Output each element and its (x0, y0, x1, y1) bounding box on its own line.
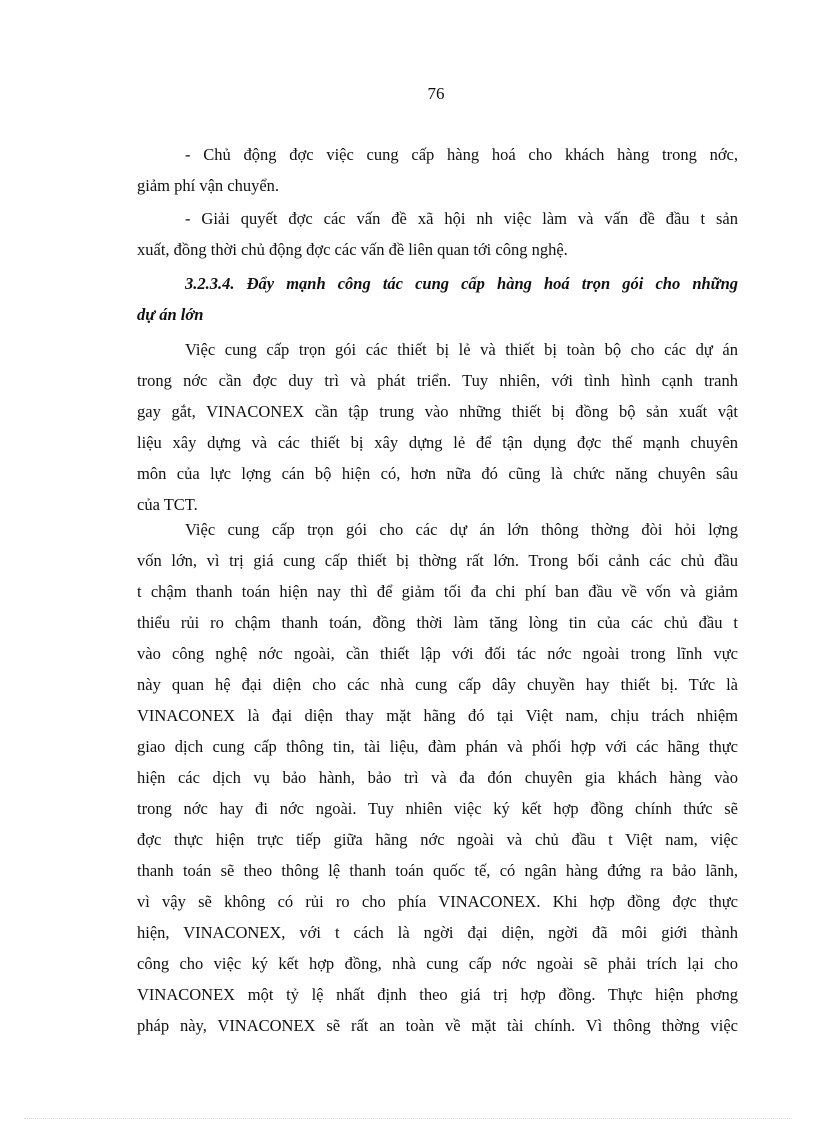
text-line: của TCT. (137, 495, 198, 514)
text-line: vì vậy sẽ không có rủi ro cho phía VINACONEX. Khi hợp đồng đợc thực (137, 892, 738, 911)
section-heading (137, 268, 738, 330)
text-line: môn của lực lợng cán bộ hiện có, hơn nữa đó cũng là chức năng chuyên sâu (137, 464, 738, 483)
paragraph-local-supply (137, 139, 738, 201)
paragraph-large-projects (137, 514, 738, 1041)
text-line: trong nớc cần đợc duy trì và phát triển. Tuy nhiên, với tình hình cạnh tranh (137, 371, 738, 390)
text-line: - Chủ động đợc việc cung cấp hàng hoá cho khách hàng trong nớc, (185, 145, 738, 164)
text-line: giao dịch cung cấp thông tin, tài liệu, đàm phán và phối hợp với các hãng thực (137, 737, 738, 756)
text-line: hiện, VINACONEX, với t cách là ngời đại diện, ngời đã môi giới thành (137, 923, 738, 942)
text-line: này quan hệ đại diện cho các nhà cung cấp dây chuyền hay thiết bị. Tức là (137, 675, 738, 694)
text-line: - Giải quyết đợc các vấn đề xã hội nh việc làm và vấn đề đầu t sản (185, 209, 738, 228)
text-line: đợc thực hiện trực tiếp giữa hãng nớc ngoài và chủ đầu t Việt nam, việc (137, 830, 738, 849)
text-line: Việc cung cấp trọn gói các thiết bị lẻ và thiết bị toàn bộ cho các dự án (185, 340, 738, 359)
text-line: thanh toán sẽ theo thông lệ thanh toán quốc tế, có ngân hàng đứng ra bảo lãnh, (137, 861, 738, 880)
text-line: vốn lớn, vì trị giá cung cấp thiết bị thờng rất lớn. Trong bối cảnh các chủ đầu (137, 551, 738, 570)
text-line: thiểu rủi ro chậm thanh toán, đồng thời làm tăng lòng tin của các chủ đầu t (137, 613, 738, 632)
text-line: t chậm thanh toán hiện nay thì để giảm tối đa chi phí ban đầu về vốn và giảm (137, 582, 738, 601)
text-line: vào công nghệ nớc ngoài, cần thiết lập với đối tác nớc ngoài trong lĩnh vực (137, 644, 738, 663)
paragraph-turnkey-supply (137, 334, 738, 520)
text-line: xuất, đồng thời chủ động đợc các vấn đề liên quan tới công nghệ. (137, 240, 568, 259)
heading-line: 3.2.3.4. Đẩy mạnh công tác cung cấp hàng hoá trọn gói cho những (185, 274, 738, 293)
text-line: gay gắt, VINACONEX cần tập trung vào những thiết bị đồng bộ sản xuất vật (137, 402, 738, 421)
page-bottom-divider (24, 1118, 792, 1119)
paragraph-social-issues (137, 203, 738, 265)
text-line: liệu xây dựng và các thiết bị xây dựng lẻ để tận dụng đợc thế mạnh chuyên (137, 433, 738, 452)
text-line: công cho việc ký kết hợp đồng, nhà cung cấp nớc ngoài sẽ phải trích lại cho (137, 954, 738, 973)
heading-line: dự án lớn (137, 305, 204, 324)
text-line: hiện các dịch vụ bảo hành, bảo trì và đa đón chuyên gia khách hàng vào (137, 768, 738, 787)
text-line: Việc cung cấp trọn gói cho các dự án lớn thông thờng đòi hỏi lợng (185, 520, 738, 539)
text-line: VINACONEX là đại diện thay mặt hãng đó tại Việt nam, chịu trách nhiệm (137, 706, 738, 725)
text-line: VINACONEX một tỷ lệ nhất định theo giá trị hợp đồng. Thực hiện phơng (137, 985, 738, 1004)
text-line: giảm phí vận chuyển. (137, 176, 280, 195)
page-number: 76 (427, 84, 445, 103)
text-line: trong nớc hay đi nớc ngoài. Tuy nhiên việc ký kết hợp đồng chính thức sẽ (137, 799, 738, 818)
text-line: pháp này, VINACONEX sẽ rất an toàn về mặt tài chính. Vì thông thờng việc (137, 1016, 738, 1035)
